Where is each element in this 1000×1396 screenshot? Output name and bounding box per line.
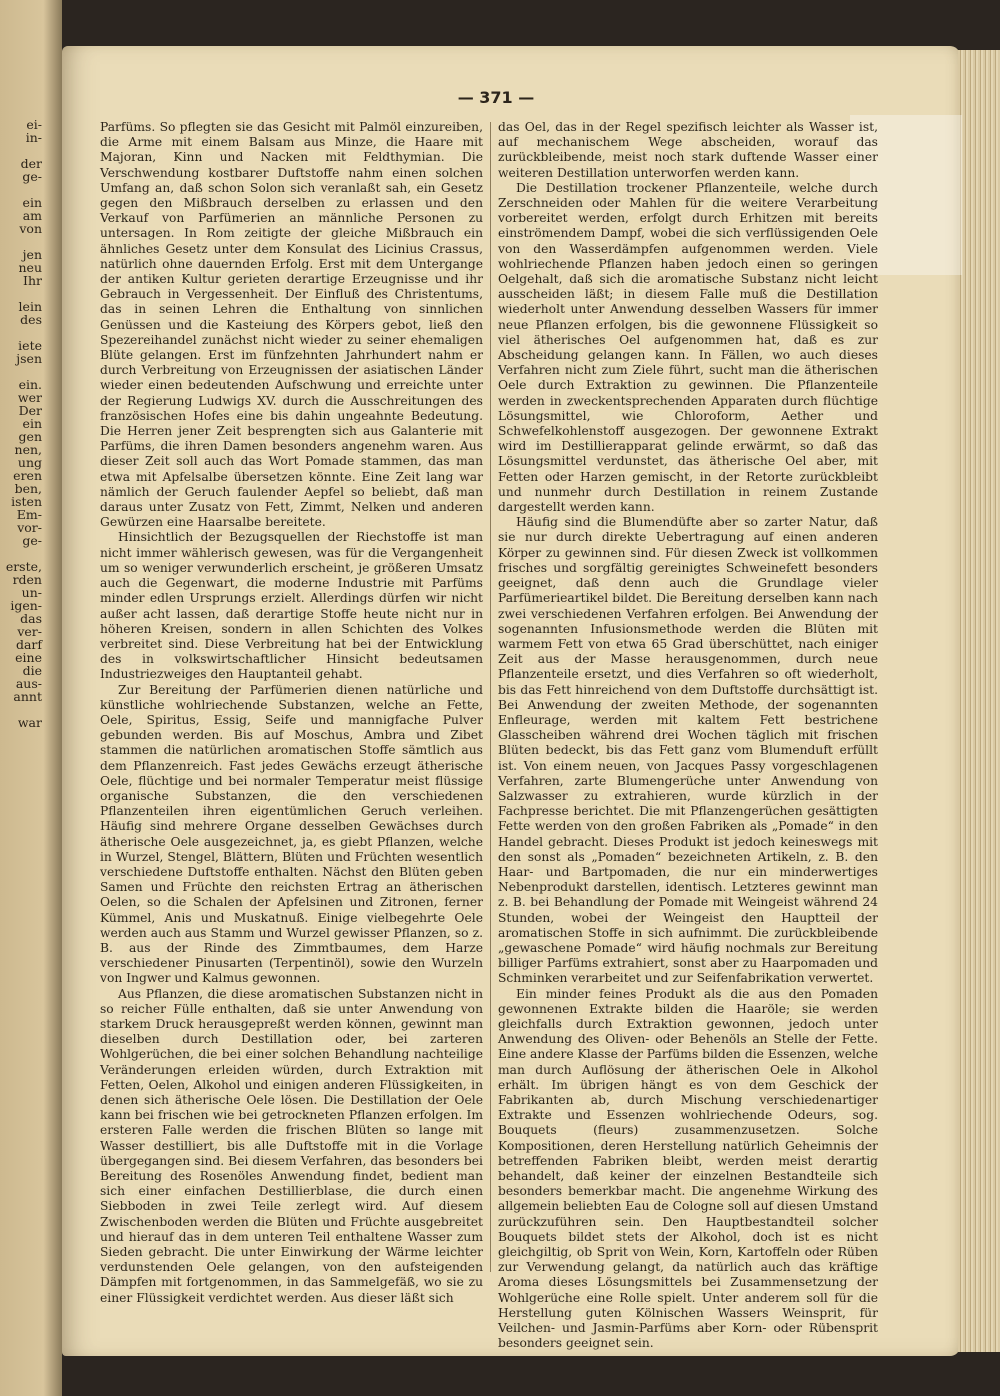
paragraph: Zur Bereitung der Parfümerien dienen natürliche und künstliche wohlriechende Substanzen, welche an Fette, Oele, Spiritus, Essig, Seife und mannigfache Pulver gebunden werden. Bis auf Moschus, Ambra und Zibet stammen die natürlichen aromatischen Stoffe sämtlich aus dem Pflanzenreich. Fast jedes Gewächs erzeugt ätherische Oele, flüchtige und bei normaler Temperatur meist flüssige organische Substanzen, die den verschiedenen Pflanzenteilen ihren eigentümlichen Geruch verleihen. Häufig sind mehrere Organe desselben Gewächses durch ätherische Oele ausgezeichnet, ja, es giebt Pflanzen, welche in Wurzel, Stengel, Blättern, Blüten und Früchten wesentlich verschiedene Duftstoffe enthalten. Nächst den Blüten geben Samen und Früchte den reichsten Ertrag an ätherischen Oelen, so die Schalen der Apfelsinen und Zitronen, ferner Kümmel, Anis und Muskatnuß. Einige vielbegehrte Oele werden auch aus Stamm und Wurzel gewisser Pflanzen, so z. B. aus der Rinde des Zimmtbaumes, dem Harze verschiedener Pinusarten (Terpentinöl), sowie den Wurzeln von Ingwer und Kalmus gewonnen. — [100, 682, 483, 986]
previous-page-fragments: ei- in- der ge- ein am von jen neu Ihr lein des iete jsen ein. wer Der ein gen nen, ung eren ben, isten Em- vor- ge- erste, rden un- igen- das ver- darf eine die aus- annt war — [5, 117, 42, 730]
right-column — [498, 120, 878, 1351]
paragraph: Parfüms. So pflegten sie das Gesicht mit Palmöl einzureiben, die Arme mit einem Balsam aus Minze, die Haare mit Majoran, Kinn und Nacken mit Feldthymian. Die Verschwendung kostbarer Duftstoffe nahm einen solchen Umfang an, daß schon Solon sich veranlaßt sah, ein Gesetz gegen den Mißbrauch derselben zu erlassen und den Verkauf von Parfümerien an männliche Personen zu untersagen. In Rom zeitigte der gleiche Mißbrauch ein ähnliches Gesetz unter dem Konsulat des Licinius Crassus, natürlich ohne dauernden Erfolg. Erst mit dem Untergange der antiken Kultur gerieten derartige Erzeugnisse und ihr Gebrauch in Vergessenheit. Der Einfluß des Christentums, das in seinen Lehren die Enthaltung von sinnlichen Genüssen und die Kasteiung des Körpers gebot, ließ den Spezereihandel zunächst nicht wieder zu seiner ehemaligen Blüte gelangen. Erst im fünfzehnten Jahrhundert nahm er durch Verbreitung von Erzeugnissen der asiatischen Länder wieder einen bedeutenden Aufschwung und erreichte unter der Regierung Ludwigs XV. durch die Ausschreitungen des französischen Hofes eine bis dahin ungeahnte Bedeutung. Die Herren jener Zeit besprengten sich aus Galanterie mit Parfüms, die ihren Damen besonders angenehm waren. Aus dieser Zeit soll auch das Wort Pomade stammen, das man etwa mit Apfelsalbe übersetzen könnte. Eine Zeit lang war nämlich der Geruch faulender Aepfel so beliebt, daß man daraus unter Zusatz von Fett, Zimmt, Nelken und anderen Gewürzen eine Haarsalbe bereitete. — [100, 120, 483, 530]
paragraph: Die Destillation trockener Pflanzenteile, welche durch Zerschneiden oder Mahlen für die weitere Verarbeitung vorbereitet werden, erfolgt durch Erhitzen mit bereits einströmendem Dampf, wobei die sich verflüssigenden Oele von den Wasserdämpfen aufgenommen werden. Viele wohlriechende Pflanzen haben jedoch einen so geringen Oelgehalt, daß sich die aromatische Substanz nicht leicht ausscheiden läßt; in diesem Falle muß die Destillation wiederholt unter Anwendung desselben Wassers für immer neue Pflanzen erfolgen, bis die gewonnene Flüssigkeit so viel ätherisches Oel aufgenommen hat, daß es zur Abscheidung gelangen kann. In Fällen, wo auch dieses Verfahren nicht zum Ziele führt, sucht man die ätherischen Oele durch Extraktion zu gewinnen. Die Pflanzenteile werden in zweckentsprechenden Apparaten durch flüchtige Lösungsmittel, wie Chloroform, Aether und Schwefelkohlenstoff ausgezogen. Der gewonnene Extrakt wird im Destillierapparat gelinde erwärmt, so daß das Lösungsmittel verdunstet, das ätherische Oel aber, mit Fetten oder Harzen gemischt, in der Retorte zurückbleibt und nunmehr durch Destillation in reinem Zustande dargestellt werden kann. — [498, 180, 878, 515]
previous-page-edge — [0, 0, 62, 1396]
paragraph: Ein minder feines Produkt als die aus den Pomaden gewonnenen Extrakte bilden die Haaröle; sie werden gleichfalls durch Extraktion gewonnen, jedoch unter Anwendung des Oliven- oder Behenöls an Stelle der Fette. Eine andere Klasse der Parfüms bilden die Essenzen, welche man durch Auflösung der ätherischen Oele in Alkohol erhält. Im übrigen hängt es von dem Geschick der Fabrikanten ab, durch Mischung verschiedenartiger Extrakte und Essenzen wohlriechende Odeurs, sog. Bouquets (fleurs) zusammenzusetzen. Solche Kompositionen, deren Herstellung natürlich Geheimnis der betreffenden Fabriken bleibt, werden meist derartig behandelt, daß keiner der einzelnen Bestandteile sich besonders bemerkbar macht. Die angenehme Wirkung des allgemein beliebten Eau de Cologne soll auf diesen Umstand zurückzuführen sein. Den Hauptbestandteil solcher Bouquets bildet stets der Alkohol, doch ist es nicht gleichgiltig, ob Sprit von Wein, Korn, Kartoffeln oder Rüben zur Verwendung gelangt, da natürlich auch das kräftige Aroma dieses Lösungsmittels bei Zusammensetzung der Wohlgerüche eine Rolle spielt. Unter anderem soll für die Herstellung guten Kölnischen Wassers Weinsprit, für Veilchen- und Jasmin-Parfüms aber Korn- oder Rübensprit besonders geeignet sein. — [498, 986, 878, 1351]
paragraph: Hinsichtlich der Bezugsquellen der Riechstoffe ist man nicht immer wählerisch gewesen, was für die Vergangenheit um so weniger verwunderlich erscheint, je größeren Umsatz auch die Gegenwart, die moderne Industrie mit Parfüms minder edlen Ursprungs erzielt. Allerdings dürfen wir nicht außer acht lassen, daß derartige Stoffe heute nicht nur in höheren Kreisen, sondern in allen Schichten des Volkes verbreitet sind. Diese Verbreitung hat bei der Entwicklung des in volkswirtschaftlicher Hinsicht bedeutsamen Industriezweiges den Hauptanteil gehabt. — [100, 530, 483, 682]
left-column — [100, 120, 483, 1305]
page-edges — [958, 50, 1000, 1352]
page-number: — 371 — — [457, 88, 535, 107]
paragraph: Aus Pflanzen, die diese aromatischen Substanzen nicht in so reicher Fülle enthalten, daß sie unter Anwendung von starkem Druck herausgepreßt werden können, gewinnt man dieselben durch Destillation oder, bei zarteren Wohlgerüchen, die bei einer solchen Behandlung nachteilige Veränderungen erleiden würden, durch Extraktion mit Fetten, Oelen, Alkohol und einigen anderen Flüssigkeiten, in denen sich ätherische Oele lösen. Die Destillation der Oele kann bei frischen wie bei getrockneten Pflanzen erfolgen. Im ersteren Falle werden die frischen Blüten so lange mit Wasser destilliert, bis alle Duftstoffe mit in die Vorlage übergegangen sind. Bei diesem Verfahren, das besonders bei Bereitung des Rosenöles Anwendung findet, bedient man sich einer einfachen Destillierblase, die durch einen Siebboden in zwei Teile zerlegt wird. Auf diesem Zwischenboden werden die Blüten und Früchte ausgebreitet und hierauf das in dem unteren Teil enthaltene Wasser zum Sieden gebracht. Die unter Einwirkung der Wärme leichter verdunstenden Oele gelangen, von den aufsteigenden Dämpfen mit fortgenommen, in das Sammelgefäß, wo sie zu einer Flüssigkeit verdichtet werden. Aus dieser läßt sich — [100, 986, 483, 1305]
paragraph: Häufig sind die Blumendüfte aber so zarter Natur, daß sie nur durch direkte Uebertragung auf einen anderen Körper zu gewinnen sind. Für diesen Zweck ist vollkommen frisches und sorgfältig gereinigtes Schweinefett besonders geeignet, daß denn auch die Grundlage vieler Parfümerieartikel bildet. Die Bereitung derselben kann nach zwei verschiedenen Verfahren erfolgen. Bei Anwendung der sogenannten Infusionsmethode werden die Blüten mit warmem Fett von etwa 65 Grad überschüttet, nach einiger Zeit aus der Masse herausgenommen, durch neue Pflanzenteile ersetzt, und dies Verfahren so oft wiederholt, bis das Fett hinreichend von dem Duftstoffe durchsättigt ist. Bei Anwendung der zweiten Methode, der sogenannten Enfleurage, werden mit kaltem Fett bestrichene Glasscheiben während drei Wochen täglich mit frischen Blüten bedeckt, bis das Fett ganz vom Blumenduft erfüllt ist. Von einem neuen, von Jacques Passy vorgeschlagenen Verfahren, zarte Blumengerüche unter Anwendung von Salzwasser zu extrahieren, wurde kürzlich in der Fachpresse berichtet. Die mit Pflanzengerüchen gesättigten Fette werden von den großen Fabriken als „Pomade“ in den Handel gebracht. Dieses Produkt ist jedoch keineswegs mit den sonst als „Pomaden“ bezeichneten Artikeln, z. B. den Haar- und Bartpomaden, die nur ein minderwertiges Nebenprodukt darstellen, identisch. Letzteres gewinnt man z. B. bei Behandlung der Pomade mit Weingeist während 24 Stunden, wobei der Weingeist den Hauptteil der aromatischen Stoffe in sich aufnimmt. Die zurückbleibende „gewaschene Pomade“ wird häufig nochmals zur Bereitung billiger Parfüms extrahiert, sonst aber zu Haarpomaden und Schminken verarbeitet und zur Seifenfabrikation verwertet. — [498, 515, 878, 986]
column-divider — [490, 122, 491, 1272]
paragraph: das Oel, das in der Regel spezifisch leichter als Wasser ist, auf mechanischem Wege abscheiden, worauf das zurückbleibende, meist noch stark duftende Wasser einer weiteren Destillation unterworfen werden kann. — [498, 120, 878, 180]
